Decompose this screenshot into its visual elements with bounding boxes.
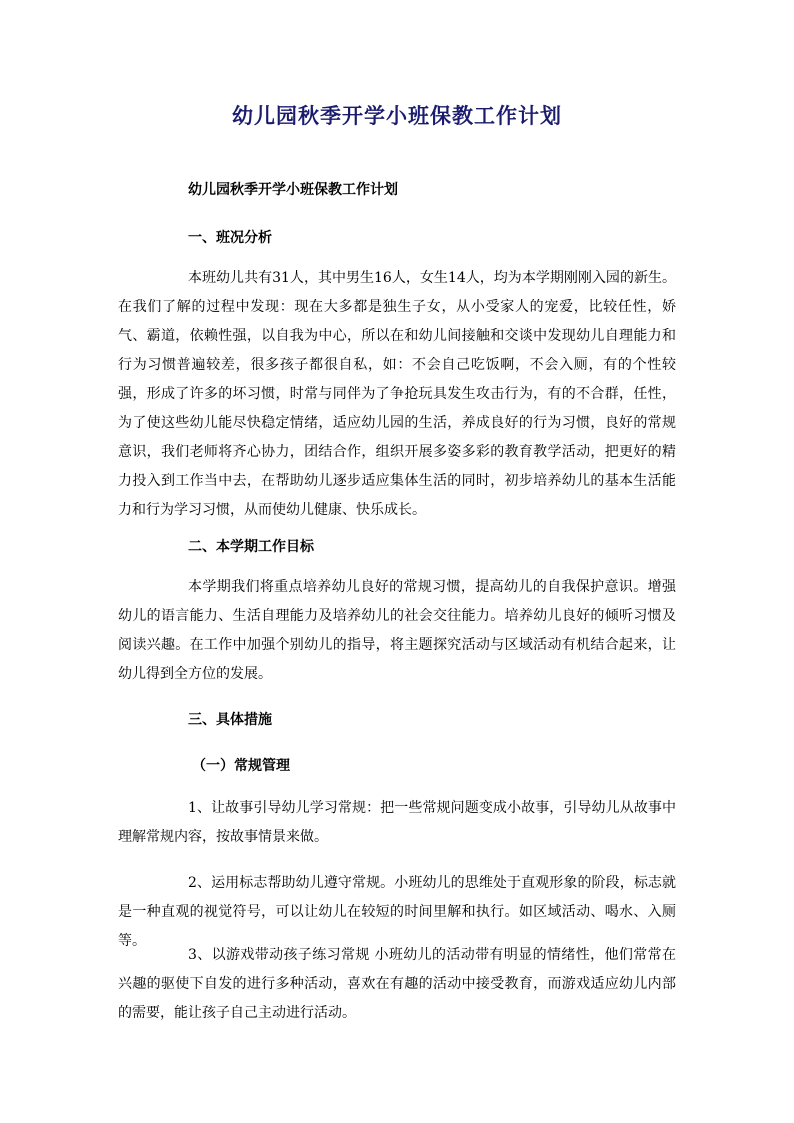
section-heading-measures: 三、具体措施	[188, 712, 272, 728]
list-item-measure-3: 3、以游戏带动孩子练习常规 小班幼儿的活动带有明显的情绪性，他们常常在兴趣的驱使下自发的进行多种活动，喜欢在有趣的活动中接受教育，而游戏适应幼儿内部的需要，能让孩子自己主动进行活动。	[118, 947, 676, 1021]
list-item-measure-2: 2、运用标志帮助幼儿遵守常规。小班幼儿的思维处于直观形象的阶段，标志就是一种直观的视觉符号，可以让幼儿在较短的时间里解和执行。如区域活动、喝水、入厕等。	[118, 875, 676, 949]
subsection-heading-routine: （一）常规管理	[192, 758, 290, 774]
document-title: 幼儿园秋季开学小班保教工作计划	[232, 103, 562, 128]
paragraph-class-analysis: 本班幼儿共有31人，其中男生16人，女生14人，均为本学期刚刚入园的新生。在我们了解的过程中发现：现在大多都是独生子女，从小受家人的宠爱，比较任性，娇气、霸道，依赖性强，以自我为中心，所以在和幼儿间接触和交谈中发现幼儿自理能力和行为习惯普遍较差，很多孩子都很自私，如：不会自己吃饭啊，不会入厕，有的个性较强，形成了许多的坏习惯，时常与同伴为了争抢玩具发生攻击行为，有的不合群，任性，为了使这些幼儿能尽快稳定情绪，适应幼儿园的生活，养成良好的行为习惯，良好的常规意识，我们老师将齐心协力，团结合作，组织开展多姿多彩的教育教学活动，把更好的精力投入到工作当中去，在帮助幼儿逐步适应集体生活的同时，初步培养幼儿的基本生活能力和行为学习习惯，从而使幼儿健康、快乐成长。	[118, 270, 676, 518]
section-heading-goals: 二、本学期工作目标	[188, 539, 314, 555]
paragraph-goals: 本学期我们将重点培养幼儿良好的常规习惯，提高幼儿的自我保护意识。增强幼儿的语言能力、生活自理能力及培养幼儿的社会交往能力。培养幼儿良好的倾听习惯及阅读兴趣。在工作中加强个别幼儿的指导，将主题探究活动与区域活动有机结合起来，让幼儿得到全方位的发展。	[118, 579, 676, 682]
document-subtitle: 幼儿园秋季开学小班保教工作计划	[188, 182, 398, 198]
list-item-measure-1: 1、让故事引导幼儿学习常规：把一些常规问题变成小故事，引导幼儿从故事中理解常规内容，按故事情景来做。	[118, 800, 676, 845]
section-heading-class-analysis: 一、班况分析	[188, 230, 272, 246]
